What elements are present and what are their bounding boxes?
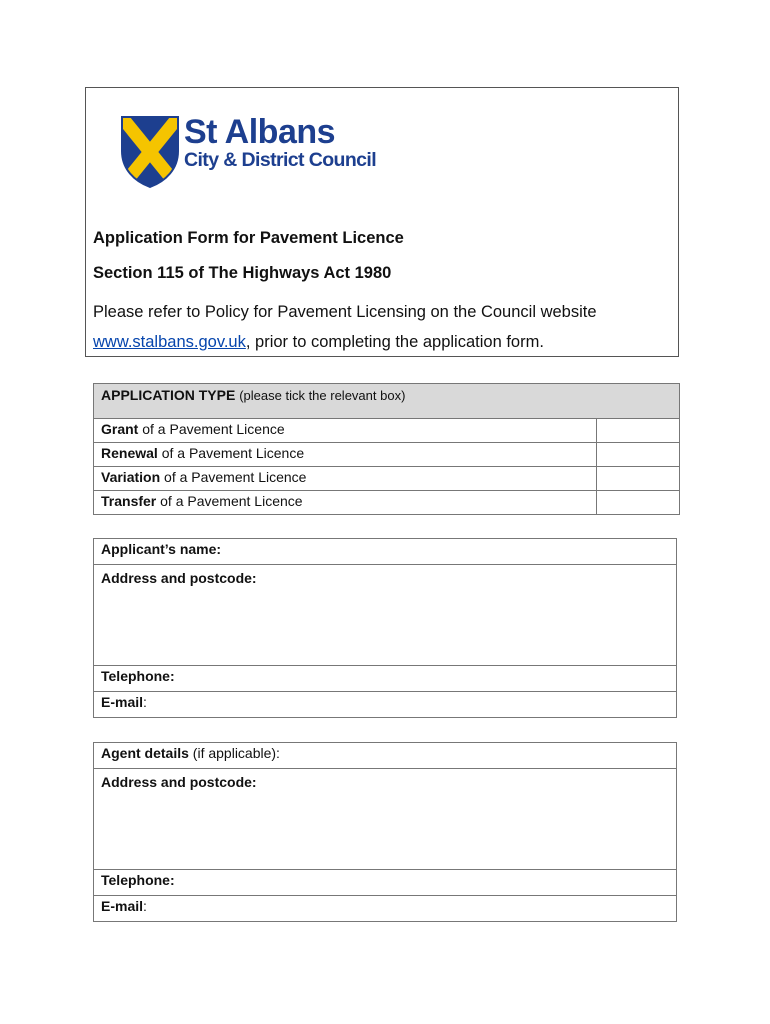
- option-row-renewal: [94, 443, 680, 467]
- agent-email-field[interactable]: [94, 896, 677, 922]
- applicant-name-field[interactable]: [94, 539, 677, 565]
- agent-details-label: Agent details: [101, 745, 189, 761]
- intro-text: [93, 297, 673, 357]
- agent-telephone-field[interactable]: [94, 870, 677, 896]
- application-type-heading: APPLICATION TYPE: [101, 387, 236, 403]
- applicant-email-label: E-mail: [101, 694, 144, 710]
- option-rest: of a Pavement Licence: [160, 469, 307, 485]
- grant-tick-box[interactable]: [597, 419, 680, 443]
- council-logo: [120, 113, 380, 188]
- agent-address-label: Address and postcode:: [101, 774, 257, 790]
- agent-details-note: (if applicable):: [188, 745, 280, 761]
- option-row-grant: [94, 419, 680, 443]
- option-rest: of a Pavement Licence: [156, 493, 303, 509]
- renewal-tick-box[interactable]: [597, 443, 680, 467]
- option-name: Renewal: [101, 445, 158, 461]
- option-label: [94, 443, 597, 467]
- option-name: Transfer: [101, 493, 157, 509]
- agent-telephone-label: Telephone:: [101, 872, 175, 888]
- intro-text-before: Please refer to Policy for Pavement Licensing on the Council website: [93, 303, 597, 321]
- applicant-address-field[interactable]: [94, 565, 677, 666]
- intro-text-after: , prior to completing the application form.: [245, 333, 544, 351]
- agent-email-label: E-mail: [101, 898, 144, 914]
- option-label: [94, 419, 597, 443]
- logo-title: St Albans: [184, 113, 336, 151]
- applicant-address-label: Address and postcode:: [101, 570, 257, 586]
- option-rest: of a Pavement Licence: [157, 445, 305, 461]
- logo-subtitle: City & District Council: [184, 149, 377, 171]
- application-type-note: (please tick the relevant box): [239, 388, 406, 403]
- application-type-header: [94, 384, 680, 419]
- agent-address-field[interactable]: [94, 769, 677, 870]
- option-row-transfer: [94, 491, 680, 515]
- transfer-tick-box[interactable]: [597, 491, 680, 515]
- option-label: [94, 491, 597, 515]
- applicant-details-table: [93, 538, 677, 718]
- application-type-table: [93, 383, 680, 515]
- colon: :: [143, 898, 147, 914]
- option-name: Variation: [101, 469, 161, 485]
- option-label: [94, 467, 597, 491]
- agent-details-field[interactable]: [94, 743, 677, 769]
- colon: :: [143, 694, 147, 710]
- agent-details-table: [93, 742, 677, 922]
- shield-icon: [120, 115, 180, 189]
- option-row-variation: [94, 467, 680, 491]
- council-website-link[interactable]: www.stalbans.gov.uk: [93, 333, 246, 351]
- option-name: Grant: [101, 421, 139, 437]
- document-title: Application Form for Pavement Licence: [93, 229, 404, 247]
- applicant-name-label: Applicant’s name:: [101, 541, 222, 557]
- variation-tick-box[interactable]: [597, 467, 680, 491]
- document-subtitle: Section 115 of The Highways Act 1980: [93, 264, 392, 282]
- option-rest: of a Pavement Licence: [138, 421, 285, 437]
- applicant-telephone-label: Telephone:: [101, 668, 175, 684]
- applicant-email-field[interactable]: [94, 692, 677, 718]
- applicant-telephone-field[interactable]: [94, 666, 677, 692]
